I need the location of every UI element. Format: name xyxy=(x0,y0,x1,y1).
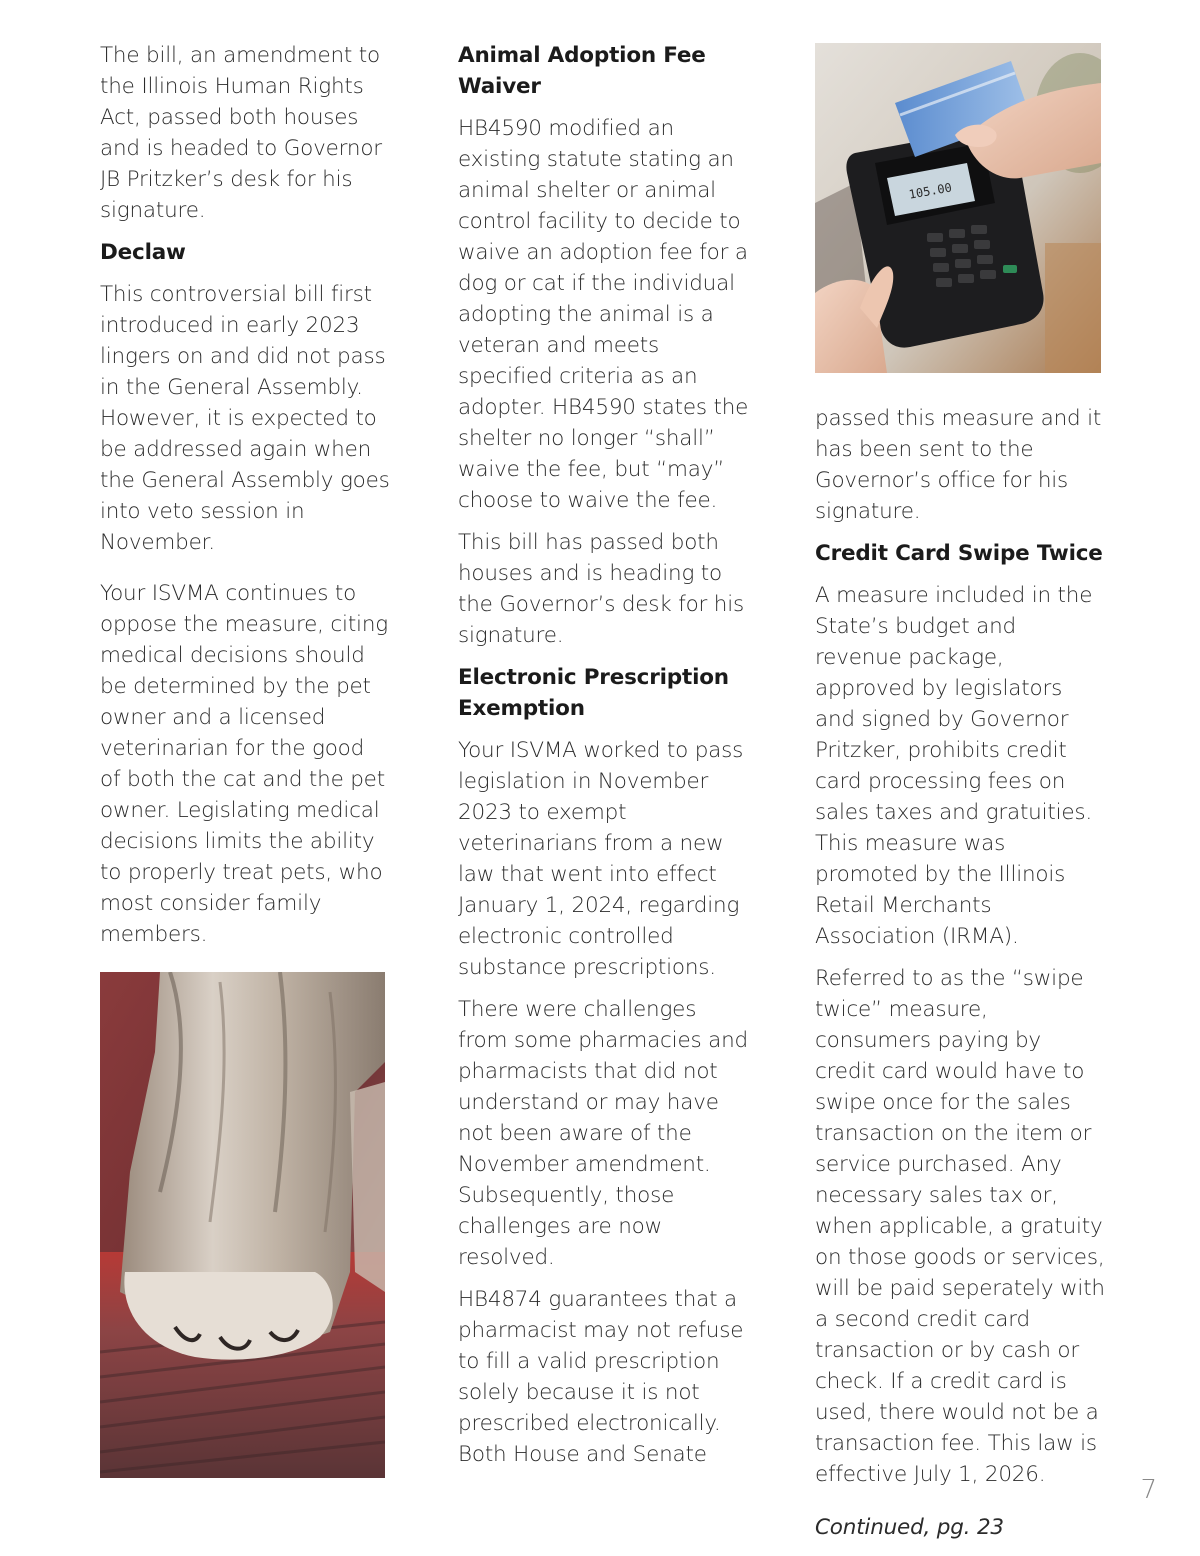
intro-paragraph: The bill, an amendment to the Illinois Human Rights Act, passed both houses and is headed to Governor JB Pritzker’s desk for his signature. xyxy=(100,43,382,223)
swipe-twice-heading: Credit Card Swipe Twice xyxy=(815,541,1103,566)
column-middle xyxy=(458,40,750,1481)
cat-paw-illustration xyxy=(100,972,385,1478)
swipe-twice-paragraph-2: Referred to as the “swipe twice” measure, consumers paying by credit card would have to swipe once for the sales transaction on the item or service purchased. Any necessary sales tax or, when applicable, a gratuity on those goods or services, will be paid seperately with a second credit card transaction or by cash or check. If a credit card is used, there would not be a transaction fee. This law is effective July 1, 2026. xyxy=(815,966,1105,1487)
declaw-heading: Declaw xyxy=(100,240,186,265)
eprescription-paragraph-3: HB4874 guarantees that a pharmacist may not refuse to fill a valid prescription solely because it is not prescribed electronically. Both House and Senate xyxy=(458,1287,744,1467)
eprescription-paragraph-2: There were challenges from some pharmacies and pharmacists that did not understand or may have not been aware of the November amendment. Subsequently, those challenges are now resolved. xyxy=(458,997,748,1270)
adoption-fee-paragraph-2: This bill has passed both houses and is heading to the Governor’s desk for his signature. xyxy=(458,530,744,648)
swipe-twice-paragraph-1: A measure included in the State’s budget and revenue package, approved by legislators and signed by Governor Pritzker, prohibits credit card processing fees on sales taxes and gratuities. This measure was promoted by the Illinois Retail Merchants Association (IRMA). xyxy=(815,583,1093,949)
cat-paw-photo xyxy=(100,972,385,1478)
column-left xyxy=(100,40,390,1478)
adoption-fee-paragraph-1: HB4590 modified an existing statute stating an animal shelter or animal control facility to decide to waive an adoption fee for a dog or cat if the individual adopting the animal is a veteran and meets specified criteria as an adopter. HB4590 states the shelter no longer “shall” waive the fee, but “may” choose to waive the fee. xyxy=(458,116,749,513)
column-right xyxy=(815,40,1105,1554)
adoption-fee-heading: Animal Adoption Fee Waiver xyxy=(458,43,706,99)
declaw-paragraph-2: Your ISVMA continues to oppose the measure, citing medical decisions should be determined by the pet owner and a licensed veterinarian for the good of both the cat and the pet owner. Legislating medical decisions limits the ability to properly treat pets, who most consider family members. xyxy=(100,581,388,947)
eprescription-paragraph-1: Your ISVMA worked to pass legislation in November 2023 to exempt veterinarians from a new law that went into effect January 1, 2024, regarding electronic controlled substance prescriptions. xyxy=(458,738,744,980)
terminal-amount: 105.00 xyxy=(907,180,953,202)
card-terminal-illustration xyxy=(815,43,1101,373)
card-terminal-photo xyxy=(815,43,1101,373)
eprescription-heading: Electronic Prescription Exemption xyxy=(458,665,729,721)
page-number: 7 xyxy=(1140,1475,1157,1505)
continued-note: Continued, pg. 23 xyxy=(815,1515,1004,1540)
continued-paragraph: passed this measure and it has been sent to the Governor’s office for his signature. xyxy=(815,406,1102,524)
declaw-paragraph-1: This controversial bill first introduced in early 2023 lingers on and did not pass in the General Assembly. However, it is expected to be addressed again when the General Assembly goes into veto session in November. xyxy=(100,282,390,555)
